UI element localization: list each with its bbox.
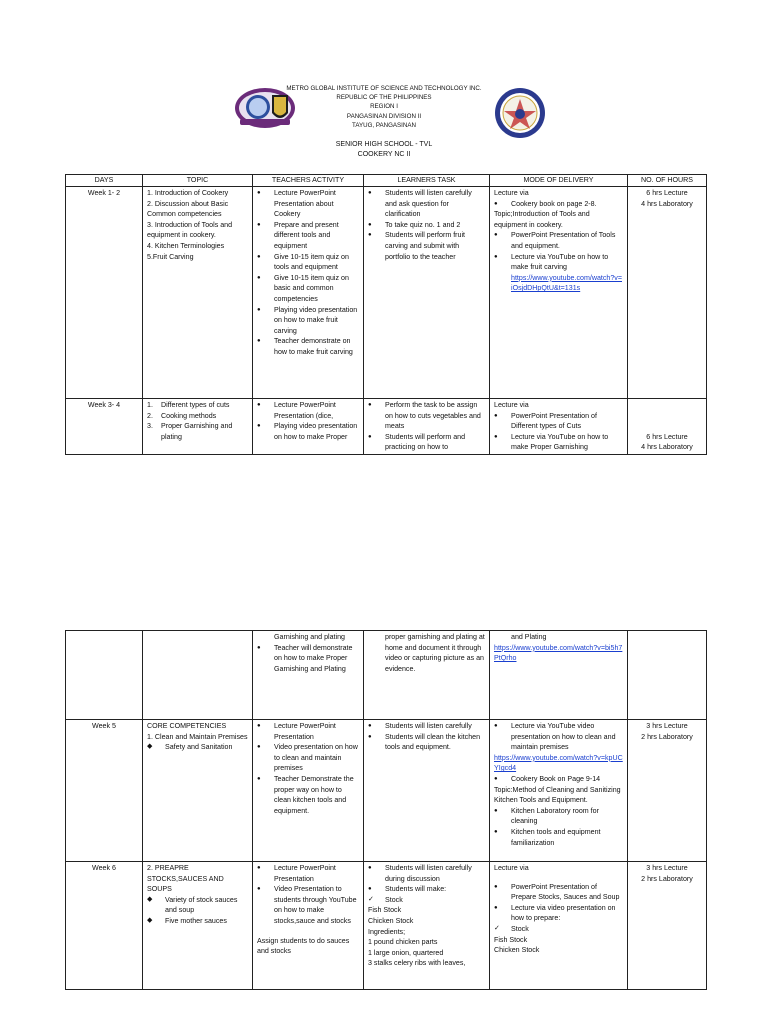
curriculum-table-page-1	[65, 174, 707, 455]
column-header-days: DAYS	[66, 175, 143, 187]
text-line: Chicken Stock	[494, 946, 540, 955]
days-cell: Week 5	[66, 720, 143, 862]
list-item: ● Prepare and present different tools and equipment	[257, 220, 359, 252]
list-item: ● Lecture via video presentation on how to prepare:	[494, 903, 623, 924]
list-item-text: Lecture via YouTube on how to make fruit carving	[511, 252, 609, 272]
table-row-week-6	[66, 862, 707, 990]
teachers-activity-cell	[253, 187, 364, 399]
mode-intro: Lecture via	[494, 189, 529, 197]
mode-of-delivery-cell	[490, 862, 628, 990]
mode-of-delivery-cell	[490, 399, 628, 455]
table-row-week-3-4	[66, 399, 707, 455]
column-header-hours: NO. OF HOURS	[628, 175, 707, 187]
list-item: 3. Proper Garnishing and plating	[147, 422, 233, 441]
list-item: ● Teacher will demonstrate on how to make Proper Garnishing and Plating	[257, 643, 359, 675]
list-item	[494, 252, 623, 294]
column-header-learners-task: LEARNERS TASK	[364, 175, 490, 187]
teacher-note: Assign students to do sauces and stocks	[257, 936, 350, 956]
list-item: ● Give 10-15 item quiz on tools and equipment	[257, 252, 359, 273]
learners-task-cell	[364, 631, 490, 720]
list-item: ● Lecture PowerPoint Presentation about Cookery	[257, 188, 359, 220]
list-item: ● PowerPoint Presentation of Tools and equipment.	[494, 230, 623, 251]
topic-cell	[143, 399, 253, 455]
learners-task-cell	[364, 720, 490, 862]
course-title: COOKERY NC II	[357, 151, 411, 159]
list-item: ● Kitchen Laboratory room for cleaning	[494, 806, 623, 827]
mode-of-delivery-cell	[490, 187, 628, 399]
text-line: Chicken Stock	[368, 916, 414, 925]
list-item: ● Lecture PowerPoint Presentation (dice,	[257, 400, 359, 421]
republic-line: REPUBLIC OF THE PHILIPPINES	[336, 94, 432, 102]
column-header-mode-of-delivery: MODE OF DELIVERY	[490, 175, 628, 187]
youtube-link[interactable]: https://www.youtube.com/watch?v=kpUCYIgcd4	[494, 753, 623, 773]
text-line: 3 stalks celery ribs with leaves,	[368, 959, 466, 968]
list-item: ✓ Stock	[368, 895, 485, 906]
lecture-hours: 6 hrs Lecture	[646, 432, 688, 441]
teachers-activity-cell	[253, 631, 364, 720]
division-line: PANGASINAN DIVISION II	[346, 112, 422, 120]
list-item: ● Lecture PowerPoint Presentation	[257, 863, 359, 884]
laboratory-hours: 4 hrs Laboratory	[641, 199, 693, 208]
topic-line: 5.Fruit Carving	[147, 252, 194, 261]
mode-intro: Lecture via	[494, 864, 529, 872]
list-item-text: Cooking methods	[161, 411, 217, 420]
hours-cell	[628, 631, 707, 720]
laboratory-hours: 2 hrs Laboratory	[641, 732, 693, 741]
list-item: ● Teacher demonstrate on how to make fruit carving	[257, 336, 359, 357]
list-item: ● Students will make:	[368, 884, 485, 895]
list-item: ✓ Stock	[494, 924, 623, 935]
list-item: ● To take quiz no. 1 and 2	[368, 220, 485, 231]
laboratory-hours: 2 hrs Laboratory	[641, 874, 693, 883]
lecture-hours: 6 hrs Lecture	[646, 189, 688, 197]
mode-of-delivery-cell	[490, 631, 628, 720]
list-item: ● Students will clean the kitchen tools and equipment.	[368, 732, 485, 753]
topic-cell	[143, 720, 253, 862]
list-item: ◆ Safety and Sanitation	[145, 742, 248, 753]
mode-topic: Topic;Introduction of Tools and equipment in cookery.	[494, 210, 590, 229]
list-item: ● Lecture PowerPoint Presentation	[257, 721, 359, 742]
list-item: ◆ Variety of stock sauces and soup	[145, 895, 248, 916]
topic-line: 3. Introduction of Tools and equipment in cookery.	[147, 220, 233, 240]
document-header	[0, 84, 768, 160]
list-item: 2. Cooking methods	[147, 411, 217, 420]
topic-cell	[143, 862, 253, 990]
lecture-hours: 3 hrs Lecture	[646, 864, 688, 872]
text-line: Fish Stock	[368, 906, 402, 915]
list-item: ● PowerPoint Presentation of Prepare Stocks, Sauces and Soup	[494, 882, 623, 903]
list-item: ● Give 10-15 item quiz on basic and common competencies	[257, 273, 359, 305]
document-page-2	[0, 629, 768, 1024]
mode-topic: Topic:Method of Cleaning and Sanitizing Kitchen Tools and Equipment.	[494, 785, 621, 805]
column-header-topic: TOPIC	[143, 175, 253, 187]
list-item: ● Playing video presentation on how to make fruit carving	[257, 305, 359, 337]
text-line: 1 pound chicken parts	[368, 938, 438, 947]
mode-of-delivery-cell	[490, 720, 628, 862]
town-line: TAYUG, PANGASINAN	[352, 121, 416, 129]
learners-task-cell	[364, 862, 490, 990]
topic-cell	[143, 187, 253, 399]
text-line: Fish Stock	[494, 935, 528, 944]
continued-text: and Plating	[511, 633, 547, 641]
list-item-text: Proper Garnishing and plating	[161, 422, 233, 441]
list-item: ● Kitchen tools and equipment familiarization	[494, 827, 623, 848]
days-cell: Week 3- 4	[66, 399, 143, 455]
list-item: ● Perform the task to be assign on how to cuts vegetables and meats	[368, 400, 485, 432]
institution-name: METRO GLOBAL INSTITUTE OF SCIENCE AND TECHNOLOGY INC.	[286, 85, 482, 92]
lecture-hours: 3 hrs Lecture	[646, 722, 688, 730]
list-item: 1. Different types of cuts	[147, 401, 230, 409]
teachers-activity-cell	[253, 720, 364, 862]
hours-cell	[628, 187, 707, 399]
topic-line: 1. Introduction of Cookery	[147, 189, 229, 197]
list-item: ◆ Five mother sauces	[145, 916, 248, 927]
list-item: ● Cookery book on page 2-8.	[494, 199, 623, 210]
topic-line: 1. Clean and Maintain Premises	[147, 732, 248, 741]
list-item: ● Students will listen carefully and ask question for clarification	[368, 188, 485, 220]
list-item: ● Video presentation on how to clean and maintain premises	[257, 742, 359, 774]
mode-intro: Lecture via	[494, 401, 529, 409]
table-header-row	[66, 175, 707, 187]
learners-task-cell	[364, 187, 490, 399]
topic-heading: CORE COMPETENCIES	[147, 722, 227, 730]
teachers-activity-cell	[253, 862, 364, 990]
list-item: ● Lecture via YouTube video presentation on how to clean and maintain premises	[494, 721, 623, 753]
list-item: ● Students will listen carefully	[368, 721, 485, 732]
hours-cell	[628, 862, 707, 990]
days-cell	[66, 631, 143, 720]
program-title: SENIOR HIGH SCHOOL - TVL	[335, 141, 433, 149]
column-header-teachers-activity: TEACHERS ACTIVITY	[253, 175, 364, 187]
table-row-week-1-2	[66, 187, 707, 399]
topic-heading: 2. PREAPRE STOCKS,SAUCES AND SOUPS	[147, 864, 224, 894]
document-page-1	[0, 0, 768, 470]
list-item: ● Students will listen carefully during discussion	[368, 863, 485, 884]
list-item: ● Cookery Book on Page 9-14	[494, 774, 623, 785]
teachers-activity-cell	[253, 399, 364, 455]
list-item: ● Students will perform fruit carving and submit with portfolio to the teacher	[368, 230, 485, 262]
continued-text: proper garnishing and plating at home and document it through video or capturing picture as an evidence.	[385, 633, 485, 673]
list-item: ● Playing video presentation on how to make Proper	[257, 421, 359, 442]
youtube-link[interactable]: https://www.youtube.com/watch?v=bi5h7PtQrho	[494, 643, 623, 663]
list-item: ● PowerPoint Presentation of Different types of Cuts	[494, 411, 623, 432]
hours-cell	[628, 399, 707, 455]
list-item: ● Teacher Demonstrate the proper way on how to clean kitchen tools and equipment.	[257, 774, 359, 816]
list-item-text: Different types of cuts	[161, 401, 230, 409]
text-line: Ingredients;	[368, 927, 406, 936]
table-row-continued	[66, 631, 707, 720]
learners-task-cell	[364, 399, 490, 455]
curriculum-table-page-2	[65, 630, 707, 990]
list-item: ● Students will perform and practicing on how to	[368, 432, 485, 453]
topic-line: 4. Kitchen Terminologies	[147, 241, 225, 250]
table-row-week-5	[66, 720, 707, 862]
topic-line: 2. Discussion about Basic Common competencies	[147, 199, 229, 219]
continued-text: Garnishing and plating	[274, 633, 345, 641]
hours-cell	[628, 720, 707, 862]
days-cell: Week 1- 2	[66, 187, 143, 399]
text-line: 1 large onion, quartered	[368, 948, 444, 957]
region-line: REGION I	[370, 103, 398, 111]
list-item: ● Video Presentation to students through YouTube on how to make stocks,sauce and stocks	[257, 884, 359, 926]
list-item: ● Lecture via YouTube on how to make Proper Garnishing	[494, 432, 623, 453]
youtube-link[interactable]: https://www.youtube.com/watch?v=iOsjdDHpQtU&t=131s	[511, 273, 622, 293]
laboratory-hours: 4 hrs Laboratory	[641, 443, 693, 452]
days-cell: Week 6	[66, 862, 143, 990]
topic-cell	[143, 631, 253, 720]
